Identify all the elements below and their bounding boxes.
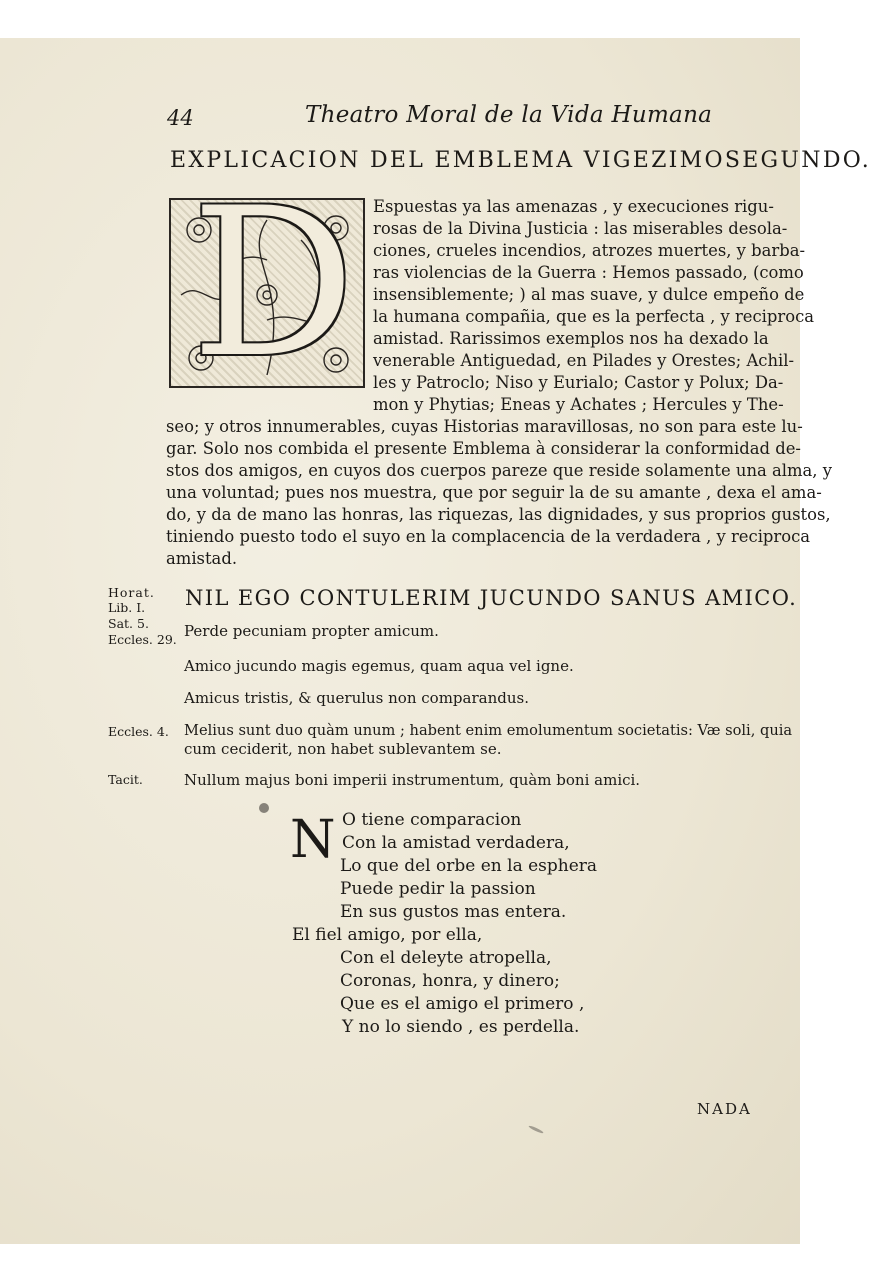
quote-line: Amicus tristis, & querulus non comparandus. <box>184 689 529 707</box>
verse-line: Puede pedir la passion <box>340 879 536 899</box>
body-line: gar. Solo nos combida el presente Emblema à considerar la conformidad de- <box>166 439 801 458</box>
quote-line: Nullum majus boni imperii instrumentum, quàm boni amici. <box>184 771 641 789</box>
quote-line: Amico jucundo magis egemus, quam aqua vel igne. <box>184 657 574 675</box>
margin-note: Lib. I. <box>108 600 146 615</box>
running-head: Theatro Moral de la Vida Humana <box>305 102 713 128</box>
verse-line: El fiel amigo, por ella, <box>292 925 483 945</box>
quote-line: Perde pecuniam propter amicum. <box>184 622 439 640</box>
catchword: NADA <box>697 1100 752 1118</box>
body-line: Espuestas ya las amenazas , y execuciones rigu- <box>373 197 774 216</box>
body-line: venerable Antiguedad, en Pilades y Orestes; Achil- <box>373 351 795 370</box>
verse-line: En sus gustos mas entera. <box>340 902 567 922</box>
margin-note: Tacit. <box>108 772 143 787</box>
verse-line: O tiene comparacion <box>342 810 522 830</box>
verse-line: Lo que del orbe en la esphera <box>340 856 598 876</box>
body-line: la humana compañia, que es la perfecta , y reciproca <box>373 307 815 326</box>
poem-initial: N <box>290 810 336 870</box>
body-line: insensiblemente; ) al mas suave, y dulce empeño de <box>373 285 805 304</box>
section-title: EXPLICACION DEL EMBLEMA VIGEZIMOSEGUNDO. <box>170 148 871 173</box>
body-line: mon y Phytias; Eneas y Achates ; Hercules y The- <box>373 395 784 414</box>
verse-line: Coronas, honra, y dinero; <box>340 971 560 991</box>
motto: NIL EGO CONTULERIM JUCUNDO SANUS AMICO. <box>185 586 798 610</box>
body-line: ras violencias de la Guerra : Hemos passado, (como <box>373 263 804 282</box>
body-line: amistad. Rarissimos exemplos nos ha dexado la <box>373 329 769 348</box>
body-line: les y Patroclo; Niso y Eurialo; Castor y Polux; Da- <box>373 373 784 392</box>
ink-spot <box>259 803 269 813</box>
body-line: amistad. <box>166 549 238 568</box>
decorated-initial <box>169 165 365 403</box>
margin-note: Horat. <box>108 585 155 600</box>
quote-line: cum ceciderit, non habet sublevantem se. <box>184 740 502 758</box>
body-line: ciones, crueles incendios, atrozes muertes, y barba- <box>373 241 806 260</box>
verse-line: Con la amistad verdadera, <box>342 833 570 853</box>
margin-note: Eccles. 29. <box>108 632 177 647</box>
verse-line: Que es el amigo el primero , <box>340 994 585 1014</box>
drop-cap-letter: D <box>191 165 356 403</box>
margin-note: Eccles. 4. <box>108 724 169 739</box>
book-page <box>0 38 871 1244</box>
verse-line: Y no lo siendo , es perdella. <box>342 1017 580 1037</box>
body-line: do, y da de mano las honras, las riquezas, las dignidades, y sus proprios gustos, <box>166 505 831 524</box>
body-line: stos dos amigos, en cuyos dos cuerpos pareze que reside solamente una alma, y <box>166 461 832 480</box>
body-line: tiniendo puesto todo el suyo en la complacencia de la verdadera , y reciproca <box>166 527 811 546</box>
body-line: seo; y otros innumerables, cuyas Historias maravillosas, no son para este lu- <box>166 417 803 436</box>
margin-note: Sat. 5. <box>108 616 149 631</box>
body-line: rosas de la Divina Justicia : las miserables desola- <box>373 219 788 238</box>
page-number: 44 <box>167 106 194 130</box>
ink-spot <box>528 1125 544 1134</box>
body-line: una voluntad; pues nos muestra, que por seguir la de su amante , dexa el ama- <box>166 483 822 502</box>
verse-line: Con el deleyte atropella, <box>340 948 552 968</box>
quote-line: Melius sunt duo quàm unum ; habent enim emolumentum societatis: Væ soli, quia <box>184 722 793 739</box>
